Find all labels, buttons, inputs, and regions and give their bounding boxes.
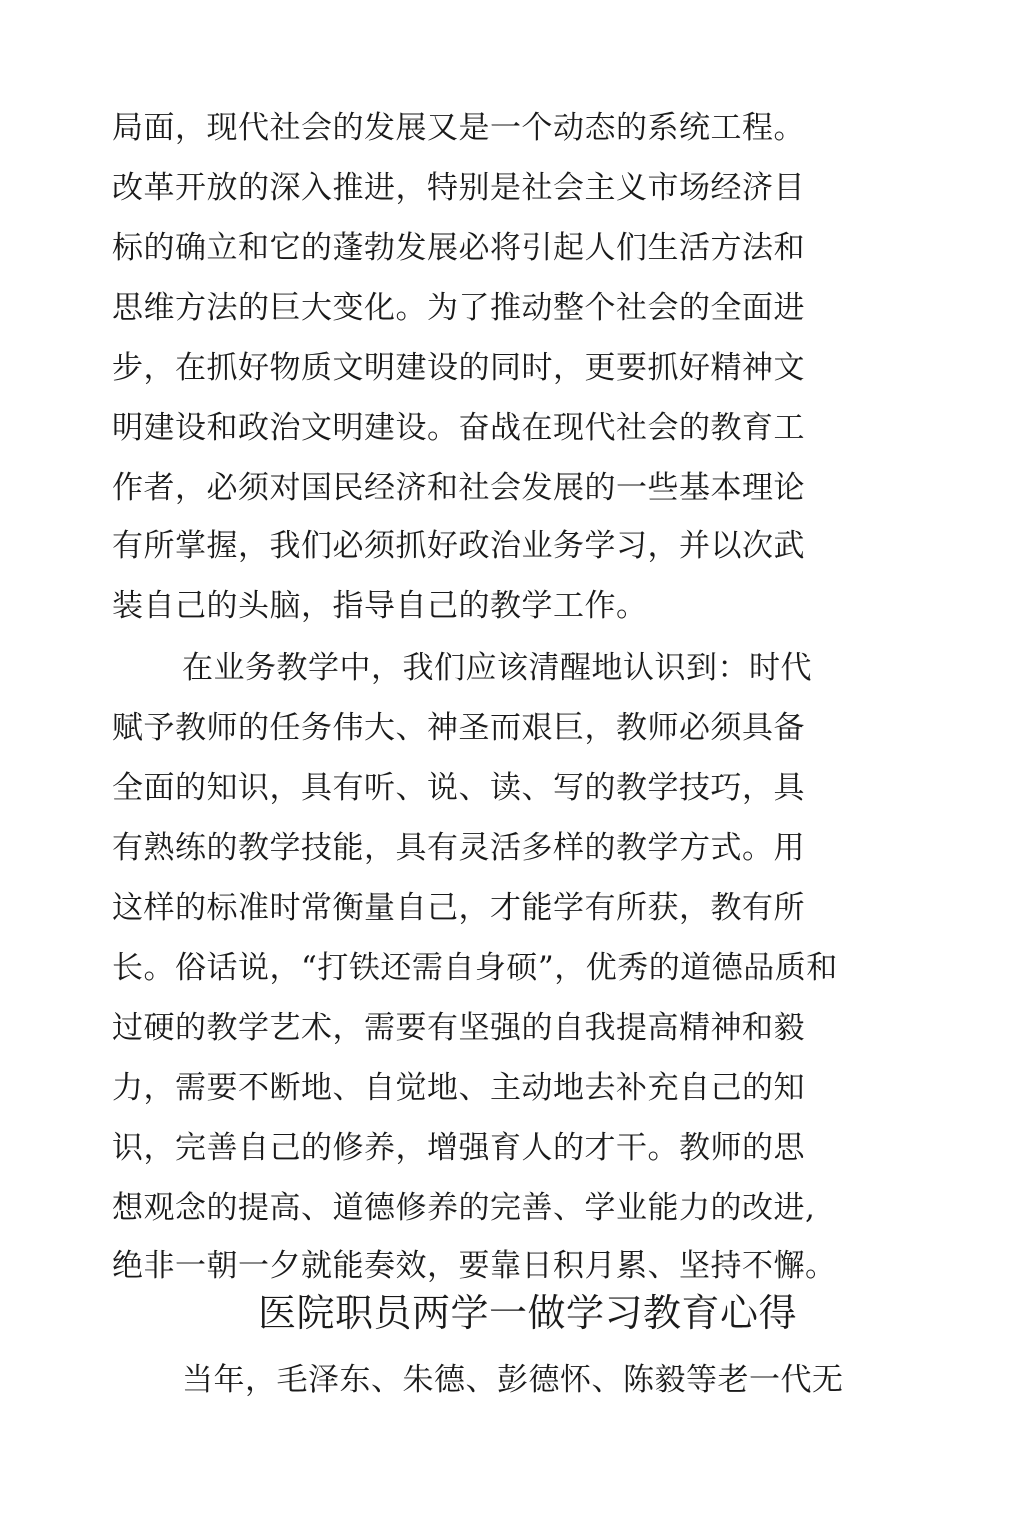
paragraph-line: 改革开放的深入推进，特别是社会主义市场经济目: [112, 170, 805, 206]
paragraph-line: 明建设和政治文明建设。奋战在现代社会的教育工: [112, 410, 805, 446]
paragraph-line: 长。俗话说，“打铁还需自身硕”，优秀的道德品质和: [112, 950, 838, 986]
paragraph-line: 这样的标准时常衡量自己，才能学有所获，教有所: [112, 890, 805, 926]
paragraph-line: 识，完善自己的修养，增强育人的才干。教师的思: [112, 1130, 805, 1166]
paragraph-line: 赋予教师的任务伟大、神圣而艰巨，教师必须具备: [112, 710, 805, 746]
paragraph-line: 绝非一朝一夕就能奏效，要靠日积月累、坚持不懈。: [112, 1248, 837, 1284]
paragraph-line: 过硬的教学艺术，需要有坚强的自我提高精神和毅: [112, 1010, 805, 1046]
paragraph-line: 作者，必须对国民经济和社会发展的一些基本理论: [112, 470, 805, 506]
paragraph-line: 当年，毛泽东、朱德、彭德怀、陈毅等老一代无: [182, 1362, 844, 1398]
paragraph-line: 思维方法的巨大变化。为了推动整个社会的全面进: [112, 290, 805, 326]
paragraph-line: 力，需要不断地、自觉地、主动地去补充自己的知: [112, 1070, 805, 1106]
section-title: 医院职员两学一做学习教育心得: [258, 1291, 798, 1335]
paragraph-line: 想观念的提高、道德修养的完善、学业能力的改进,: [112, 1190, 816, 1226]
paragraph-line: 步，在抓好物质文明建设的同时，更要抓好精神文: [112, 350, 805, 386]
paragraph-line: 标的确立和它的蓬勃发展必将引起人们生活方法和: [112, 230, 805, 266]
paragraph-line: 有所掌握，我们必须抓好政治业务学习，并以次武: [112, 528, 805, 564]
paragraph-line: 有熟练的教学技能，具有灵活多样的教学方式。用: [112, 830, 805, 866]
paragraph-line: 在业务教学中，我们应该清醒地认识到：时代: [182, 650, 812, 686]
paragraph-line: 局面，现代社会的发展又是一个动态的系统工程。: [112, 110, 805, 146]
paragraph-line: 装自己的头脑，指导自己的教学工作。: [112, 588, 648, 624]
paragraph-line: 全面的知识，具有听、说、读、写的教学技巧，具: [112, 770, 805, 806]
